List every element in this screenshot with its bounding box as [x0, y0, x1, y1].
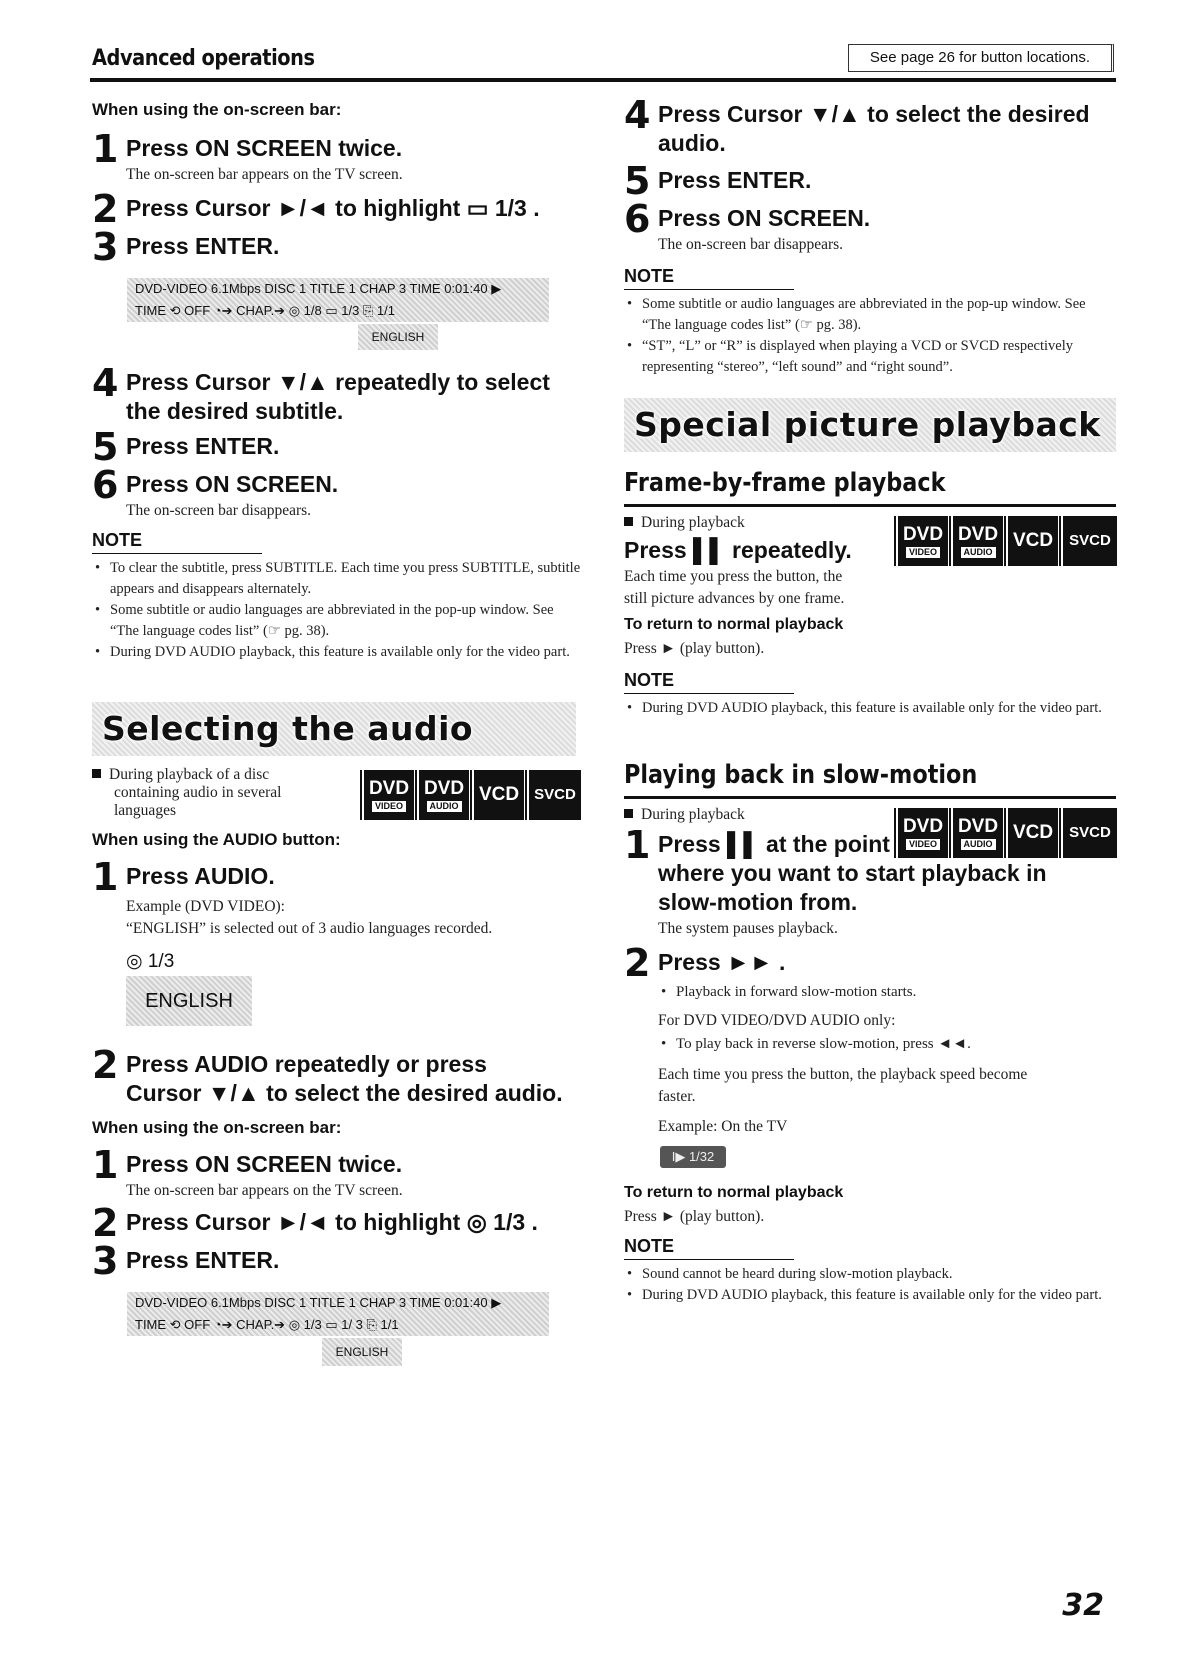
step-6-description: The on-screen bar disappears. — [126, 502, 312, 519]
section-header-title: Advanced operations — [92, 46, 315, 71]
slow-precondition: During playback — [624, 804, 745, 826]
badge-vcd: VCD — [1006, 808, 1058, 858]
header-rule — [90, 78, 1116, 82]
return-instruction: Press ► (play button). — [624, 640, 765, 657]
slow-step-1-description: The system pauses playback. — [658, 920, 838, 937]
dvd-only-label: For DVD VIDEO/DVD AUDIO only: — [658, 1012, 896, 1029]
bar-step-3: 3 Press ENTER. — [92, 1239, 280, 1283]
heading-rule — [624, 504, 1116, 507]
badge-vcd: VCD — [472, 770, 524, 820]
note-list — [624, 294, 1116, 378]
return-instruction: Press ► (play button). — [624, 1208, 765, 1225]
badge-svcd: SVCD — [1061, 808, 1117, 858]
frame-precondition: During playback — [624, 512, 745, 534]
heading-rule — [624, 796, 1116, 799]
slow-motion-heading: Playing back in slow-motion — [624, 760, 978, 790]
audio-step-4: 4 Press Cursor ▼/▲ to select the desired audio. — [624, 93, 1090, 156]
section-title: Selecting the audio — [102, 709, 474, 748]
step-6: 6 Press ON SCREEN. — [92, 463, 339, 507]
step-1-description: The on-screen bar appears on the TV screen. — [126, 166, 403, 183]
note-list — [624, 698, 1116, 719]
slow-step-1: 1 Press ▌▌ at the point where you want to start playback in slow-motion from. — [624, 823, 1047, 915]
section-band-special — [624, 398, 1116, 452]
bullet-square — [624, 809, 633, 818]
bullet-item: • Playback in forward slow-motion starts. — [658, 982, 1108, 1003]
slow-step-2-bullets — [658, 982, 1108, 1003]
audio-example-text: “ENGLISH” is selected out of 3 audio languages recorded. — [126, 920, 493, 937]
section-title: Special picture playback — [634, 405, 1101, 444]
note-rule — [92, 553, 262, 554]
badge-dvd-video: DVD VIDEO — [896, 516, 948, 566]
speed-description: Each time you press the button, the playback speed become faster. — [658, 1066, 1028, 1105]
badge-vcd: VCD — [1006, 516, 1058, 566]
bar-step-1-description: The on-screen bar appears on the TV screen. — [126, 1182, 403, 1199]
badge-dvd-video: DVD VIDEO — [896, 808, 948, 858]
bullet-square — [624, 517, 633, 526]
osd-function-row: TIME ⟲ OFF ◔➔ CHAP.➔ ◎ 1/3 ▭ 1/ 3 ⎘ 1/1 — [135, 1317, 399, 1332]
badge-dvd-video: DVD VIDEO — [362, 770, 414, 820]
audio-step-6-description: The on-screen bar disappears. — [658, 236, 844, 253]
note-heading: NOTE — [624, 266, 675, 286]
osd-popup: ENGLISH — [322, 1338, 402, 1366]
step-5: 5 Press ENTER. — [92, 425, 280, 469]
note-list — [624, 1264, 1116, 1306]
note-rule — [624, 693, 794, 694]
badge-dvd-audio: DVD AUDIO — [951, 808, 1003, 858]
note-heading: NOTE — [624, 1236, 675, 1256]
osd-status-row: DVD-VIDEO 6.1Mbps DISC 1 TITLE 1 CHAP 3 TIME 0:01:40 ▶ — [135, 281, 502, 296]
note-rule — [624, 289, 794, 290]
osd-popup: ENGLISH — [358, 324, 438, 350]
note-heading: NOTE — [624, 670, 675, 690]
step-3: 3 Press ENTER. — [92, 225, 280, 269]
badge-svcd: SVCD — [1061, 516, 1117, 566]
frame-by-frame-heading: Frame-by-frame playback — [624, 468, 946, 498]
section-band-audio — [92, 702, 576, 756]
reverse-bullets — [658, 1034, 1108, 1055]
onscreen-bar-subheading: When using the on-screen bar: — [92, 1118, 342, 1137]
button-location-reference: See page 26 for button locations. — [848, 44, 1114, 72]
badge-dvd-audio: DVD AUDIO — [951, 516, 1003, 566]
step-4: 4 Press Cursor ▼/▲ repeatedly to select the desired subtitle. — [92, 361, 550, 424]
audio-step-2: 2 Press AUDIO repeatedly or press Cursor ▼/▲ to select the desired audio. — [92, 1043, 563, 1106]
frame-description: Each time you press the button, the still picture advances by one frame. — [624, 568, 845, 607]
note-list — [92, 558, 582, 663]
audio-track-indicator: ◎ 1/3 — [126, 951, 175, 972]
note-item: • To clear the subtitle, press SUBTITLE. Each time you press SUBTITLE, subtitle appears and disappears alternately. — [92, 558, 582, 600]
note-item: • “ST”, “L” or “R” is displayed when playing a VCD or SVCD respectively representing “stereo”, “left sound” and “right sound”. — [624, 336, 1116, 378]
tv-example-label: Example: On the TV — [658, 1118, 788, 1135]
note-heading: NOTE — [92, 530, 143, 550]
onscreen-bar-image — [127, 278, 549, 322]
note-rule — [624, 1259, 794, 1260]
slow-step-2: 2 Press ►► . — [624, 941, 786, 985]
note-item: • Some subtitle or audio languages are abbreviated in the pop-up window. See “The language codes list” (☞ pg. 38). — [624, 294, 1116, 336]
osd-function-row: TIME ⟲ OFF ◔➔ CHAP.➔ ◎ 1/8 ▭ 1/3 ⎘ 1/1 — [135, 303, 395, 318]
audio-step-1: 1 Press AUDIO. — [92, 855, 275, 899]
audio-button-subheading: When using the AUDIO button: — [92, 830, 341, 849]
note-item: • During DVD AUDIO playback, this feature is available only for the video part. — [92, 642, 582, 663]
return-subheading: To return to normal playback — [624, 616, 844, 633]
page-number: 32 — [1062, 1588, 1104, 1623]
note-item: • Sound cannot be heard during slow-motion playback. — [624, 1264, 1116, 1285]
badge-dvd-audio: DVD AUDIO — [417, 770, 469, 820]
onscreen-bar-image — [127, 1292, 549, 1336]
disc-badges-frame — [896, 516, 1117, 566]
osd-status-row: DVD-VIDEO 6.1Mbps DISC 1 TITLE 1 CHAP 3 TIME 0:01:40 ▶ — [135, 1295, 502, 1310]
disc-badges-audio — [362, 770, 581, 820]
note-item: • Some subtitle or audio languages are abbreviated in the pop-up window. See “The language codes list” (☞ pg. 38). — [92, 600, 582, 642]
slow-motion-osd: I▶ 1/32 — [660, 1146, 726, 1168]
return-subheading: To return to normal playback — [624, 1184, 844, 1201]
bullet-square — [92, 769, 101, 778]
onscreen-bar-subheading: When using the on-screen bar: — [92, 100, 342, 119]
bar-step-1: 1 Press ON SCREEN twice. — [92, 1143, 403, 1187]
step-2: 2 Press Cursor ►/◄ to highlight ▭ 1/3 . — [92, 187, 540, 231]
note-item: • During DVD AUDIO playback, this feature is available only for the video part. — [624, 1285, 1116, 1306]
step-1: 1 Press ON SCREEN twice. — [92, 127, 403, 171]
audio-example-label: Example (DVD VIDEO): — [126, 898, 285, 915]
audio-popup: ENGLISH — [126, 976, 252, 1026]
audio-step-6: 6 Press ON SCREEN. — [624, 197, 871, 241]
frame-instruction: Press ▌▌ repeatedly. — [624, 537, 852, 563]
bullet-item: • To play back in reverse slow-motion, press ◄◄. — [658, 1034, 1108, 1055]
audio-step-5: 5 Press ENTER. — [624, 159, 812, 203]
audio-precondition: During playback of a disc containing audio in several languages — [92, 766, 352, 820]
badge-svcd: SVCD — [527, 770, 581, 820]
bar-step-2: 2 Press Cursor ►/◄ to highlight ◎ 1/3 . — [92, 1201, 538, 1245]
note-item: • During DVD AUDIO playback, this feature is available only for the video part. — [624, 698, 1116, 719]
